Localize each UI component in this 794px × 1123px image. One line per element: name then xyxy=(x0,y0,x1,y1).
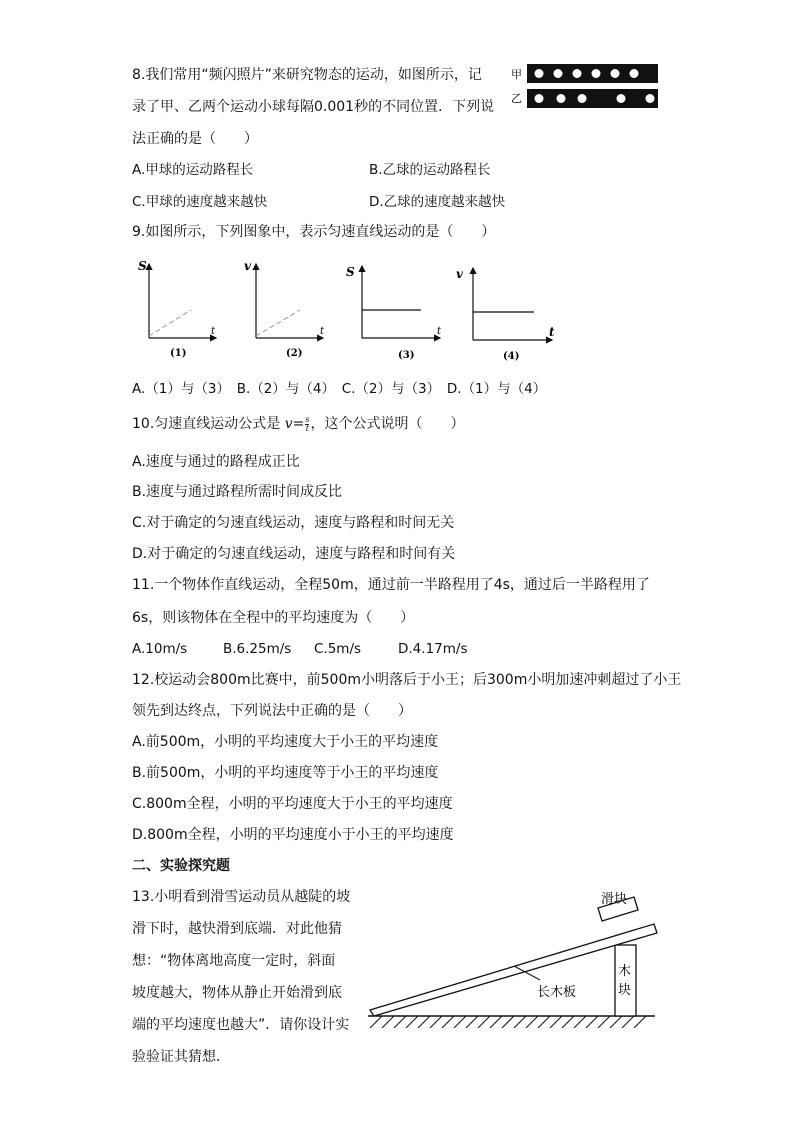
motion-graphs-figure xyxy=(128,258,568,368)
q13-line-5: 端的平均速度也越大”．请你设计实 xyxy=(132,1017,350,1033)
q8-line-2: 录了甲、乙两个运动小球每隔0.001秒的不同位置．下列说 xyxy=(132,99,495,115)
incline-experiment-figure xyxy=(362,888,662,1038)
ball-jia-6 xyxy=(630,69,639,78)
ball-yi-2 xyxy=(557,94,566,103)
ball-yi-5 xyxy=(646,94,655,103)
graph-4-y-label: v xyxy=(456,267,463,281)
graph-4 xyxy=(456,267,555,362)
ball-yi-3 xyxy=(578,94,587,103)
q8-option-c: C.甲球的速度越来越快 xyxy=(132,194,268,210)
q11-option-d: D.4.17m/s xyxy=(398,641,468,657)
q10-option-d: D.对于确定的匀速直线运动，速度与路程和时间有关 xyxy=(132,546,456,562)
block-label-2: 块 xyxy=(618,983,632,998)
q10-option-a: A.速度与通过的路程成正比 xyxy=(132,454,300,470)
q13-line-3: 想：“物体离地高度一定时，斜面 xyxy=(132,953,336,969)
q10-suffix: ，这个公式说明（ ） xyxy=(310,416,465,432)
q10-frac-num: s xyxy=(305,414,310,424)
long-board xyxy=(370,924,657,1016)
q10-option-b: B.速度与通过路程所需时间成反比 xyxy=(132,484,343,500)
q9-options: A.（1）与（3） B.（2）与（4） C.（2）与（3） D.（1）与（4） xyxy=(132,381,547,397)
graph-2-x-label: t xyxy=(320,326,325,337)
q10-line-1 xyxy=(132,415,464,433)
graph-4-caption: (4) xyxy=(503,351,520,362)
label-yi: 乙 xyxy=(511,92,522,105)
q8-option-d: D.乙球的速度越来越快 xyxy=(369,194,506,210)
board-label: 长木板 xyxy=(537,985,577,1000)
ball-jia-5 xyxy=(611,69,620,78)
graph-2-y-label: v xyxy=(244,259,251,273)
q12-option-a: A.前500m，小明的平均速度大于小王的平均速度 xyxy=(132,734,439,750)
section-heading: 二、实验探究题 xyxy=(132,858,230,874)
graph-2-caption: (2) xyxy=(286,348,303,359)
ball-jia-3 xyxy=(573,69,582,78)
strobe-photo-figure xyxy=(505,62,665,112)
q11-option-b: B.6.25m/s xyxy=(223,641,292,657)
graph-1 xyxy=(138,259,216,359)
q11-option-c: C.5m/s xyxy=(314,641,362,657)
q12-line-1: 12.校运动会800m比赛中，前500m小明落后于小王；后300m小明加速冲刺超过了小王 xyxy=(132,672,682,688)
ball-jia-2 xyxy=(554,69,563,78)
graph-3-caption: (3) xyxy=(398,350,415,361)
ball-yi-1 xyxy=(535,94,544,103)
graph-3-x-label: t xyxy=(437,326,442,337)
ball-jia-1 xyxy=(535,69,544,78)
q10-prefix: 10.匀速直线运动公式是 xyxy=(132,416,285,432)
block-label-1: 木 xyxy=(618,964,632,979)
q11-line-2: 6s，则该物体在全程中的平均速度为（ ） xyxy=(132,610,415,626)
graph-3-y-label: S xyxy=(346,265,355,279)
graph-4-x-label: t xyxy=(549,325,555,339)
q12-option-d: D.800m全程，小明的平均速度小于小王的平均速度 xyxy=(132,827,454,843)
q10-option-c: C.对于确定的匀速直线运动，速度与路程和时间无关 xyxy=(132,515,455,531)
q11-option-a: A.10m/s xyxy=(132,641,188,657)
q8-option-a: A.甲球的运动路程长 xyxy=(132,162,254,178)
q12-option-c: C.800m全程，小明的平均速度大于小王的平均速度 xyxy=(132,796,453,812)
graph-2 xyxy=(244,259,325,359)
ball-yi-4 xyxy=(617,94,626,103)
q9-line-1: 9.如图所示，下列图象中，表示匀速直线运动的是（ ） xyxy=(132,224,496,240)
q13-line-6: 验验证其猜想． xyxy=(132,1049,230,1065)
q10-frac-den: t xyxy=(305,423,310,433)
wooden-block xyxy=(615,945,636,1016)
graph-3 xyxy=(346,265,442,361)
label-jia: 甲 xyxy=(511,68,522,81)
slider-label: 滑块 xyxy=(601,892,628,907)
q11-line-1: 11.一个物体作直线运动，全程50m，通过前一半路程用了4s，通过后一半路程用了 xyxy=(132,577,650,593)
graph-1-x-label: t xyxy=(211,326,216,337)
ground xyxy=(368,1016,655,1028)
graph-1-y-label: S xyxy=(138,259,147,273)
q8-option-b: B.乙球的运动路程长 xyxy=(369,162,491,178)
q12-option-b: B.前500m，小明的平均速度等于小王的平均速度 xyxy=(132,765,439,781)
strip-yi xyxy=(527,89,658,108)
q13-line-4: 坡度越大，物体从静止开始滑到底 xyxy=(132,985,342,1001)
q13-line-1: 13.小明看到滑雪运动员从越陡的坡 xyxy=(132,889,351,905)
q8-line-1: 8.我们常用“频闪照片”来研究物态的运动，如图所示，记 xyxy=(132,67,482,83)
q12-line-2: 领先到达终点，下列说法中正确的是（ ） xyxy=(132,703,412,719)
ball-jia-4 xyxy=(592,69,601,78)
q10-formula-v: v= xyxy=(284,416,305,432)
q13-line-2: 滑下时，越快滑到底端．对此他猜 xyxy=(132,921,342,937)
q8-line-3: 法正确的是（ ） xyxy=(132,131,258,147)
q10-fraction xyxy=(305,416,309,433)
graph-1-caption: (1) xyxy=(170,348,187,359)
